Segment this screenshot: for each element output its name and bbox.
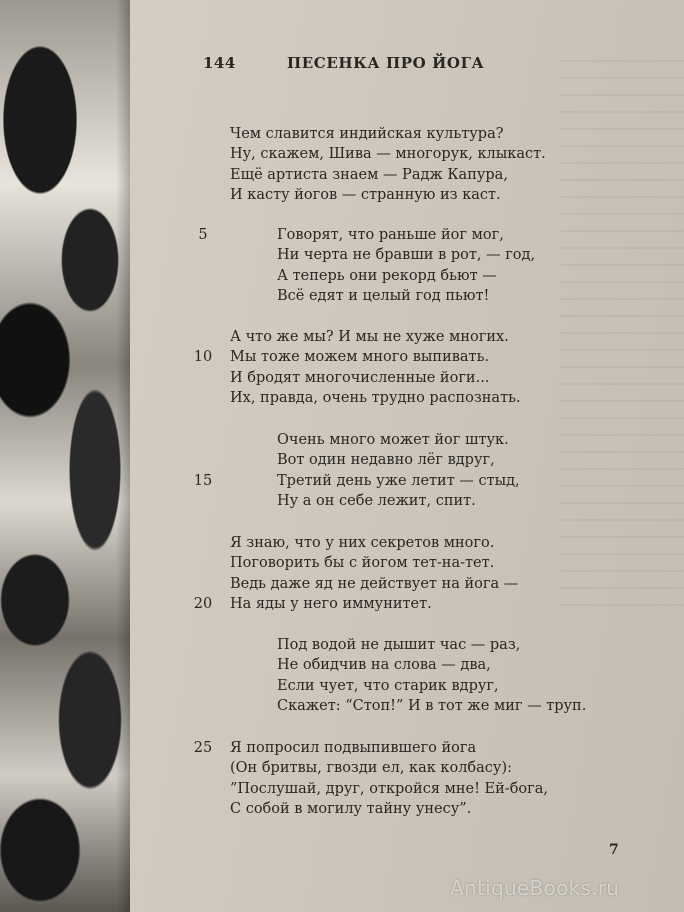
poem-line [0, 368, 560, 390]
line-text: Ещё артиста знаем — Радж Капура, [230, 166, 508, 183]
poem-line [0, 696, 587, 718]
line-number: 15 [193, 472, 213, 489]
poem-line [0, 266, 560, 288]
poem-line [0, 225, 560, 247]
line-text: Ни черта не бравши в рот, — год, [277, 247, 536, 264]
poem-line [0, 185, 560, 207]
line-number: 10 [193, 349, 213, 366]
poem-line [0, 347, 560, 369]
line-text: Я знаю, что у них секретов много. [230, 535, 495, 551]
line-text: А что же мы? И мы не хуже многих. [230, 329, 509, 345]
line-text: Я попросил подвыпившего йога [230, 740, 477, 756]
poem-line [0, 491, 560, 513]
poem-line [0, 574, 560, 596]
poem-line [0, 245, 560, 267]
line-text: Ну а он себе лежит, спит. [277, 492, 476, 509]
signature-mark: 7 [609, 842, 619, 858]
line-number: 20 [193, 595, 213, 612]
line-text: Вот один недавно лёг вдруг, [277, 452, 495, 469]
line-text: Всё едят и целый год пьют! [277, 287, 490, 304]
line-text: А теперь они рекорд бьют — [277, 267, 497, 284]
line-text: Мы тоже можем много выпивать. [230, 349, 490, 366]
poem-line [0, 430, 560, 452]
poem-line [0, 144, 560, 166]
poem-line [0, 553, 560, 575]
poem-line [0, 676, 560, 698]
line-text: Третий день уже летит — стыд, [277, 472, 520, 489]
line-text: Если чует, что старик вдруг, [277, 677, 499, 694]
line-text: Очень много может йог штук. [277, 432, 509, 448]
poem-line [0, 594, 560, 616]
line-text: Поговорить бы с йогом тет-на-тет. [230, 555, 495, 572]
line-number: 5 [198, 227, 208, 243]
poem-line [0, 779, 560, 801]
line-text: ”Послушай, друг, откройся мне! Ей-богa, [230, 780, 549, 797]
poem-line [0, 327, 560, 349]
line-text: На яды у него иммунитет. [230, 595, 432, 612]
line-text: Чем славится индийская культура? [230, 126, 504, 142]
line-text: Скажет: “Стоп!” И в тот же миг — труп. [277, 697, 587, 714]
poem-line [0, 655, 560, 677]
line-text: Под водой не дышит час — раз, [277, 637, 521, 653]
line-text: (Он бритвы, гвозди ел, как колбасу): [230, 760, 512, 777]
poem-line [0, 758, 560, 780]
show-through-text [560, 60, 684, 620]
poem-line [0, 286, 560, 308]
poem-line [0, 124, 560, 146]
line-text: Ну, скажем, Шива — многорук, клыкаст. [230, 146, 546, 163]
running-header [0, 54, 684, 78]
poem-line [0, 738, 560, 760]
line-text: С собой в могилу тайну унесу”. [230, 800, 472, 817]
line-text: И касту йогов — странную из каст. [230, 186, 501, 203]
line-text: Не обидчив на слова — два, [277, 657, 491, 674]
poem-line [0, 799, 560, 821]
poem-line [0, 388, 560, 410]
watermark: AntiqueBooks.ru [450, 876, 620, 900]
line-text: Их, правда, очень трудно распознать. [230, 389, 521, 406]
line-text: Ведь даже яд не действует на йога — [230, 575, 519, 592]
poem-line [0, 165, 560, 187]
poem-line [0, 450, 560, 472]
poem-line [0, 533, 560, 555]
poem-line [0, 635, 560, 657]
poem-line [0, 471, 560, 493]
page-number: 144 [203, 54, 236, 72]
line-number: 25 [193, 740, 213, 756]
line-text: И бродят многочисленные йоги... [230, 369, 490, 386]
line-text: Говорят, что раньше йог мог, [277, 227, 504, 243]
page-title: ПЕСЕНКА ПРО ЙОГА [287, 54, 485, 72]
